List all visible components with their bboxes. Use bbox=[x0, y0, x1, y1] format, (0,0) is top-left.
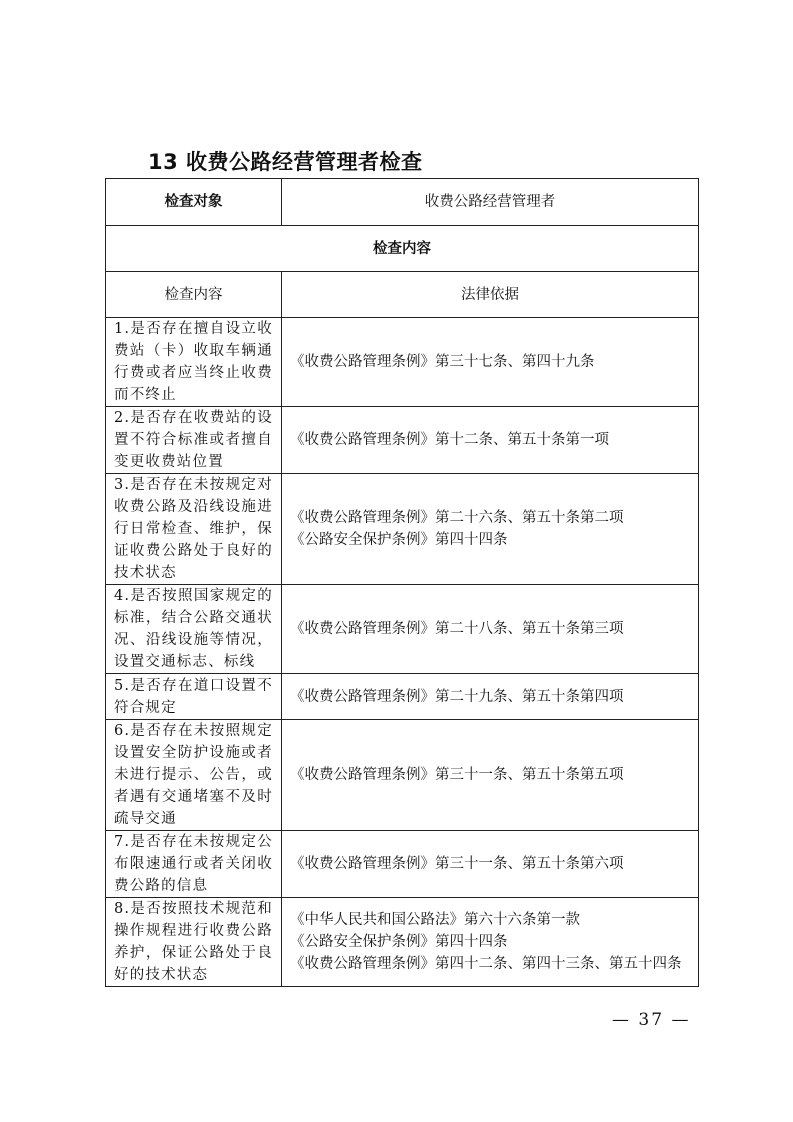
legal-basis bbox=[282, 318, 699, 407]
legal-basis-line: 《收费公路管理条例》第二十八条、第五十条第三项 bbox=[290, 621, 624, 637]
inspection-table bbox=[105, 178, 699, 987]
table-row bbox=[106, 407, 699, 474]
legal-basis bbox=[282, 898, 699, 987]
table-row bbox=[106, 720, 699, 831]
legal-basis bbox=[282, 407, 699, 474]
inspection-item: 1.是否存在擅自设立收费站（卡）收取车辆通行费或者应当终止收费而不终止 bbox=[106, 318, 282, 407]
inspection-item: 3.是否存在未按规定对收费公路及沿线设施进行日常检查、维护，保证收费公路处于良好的技术状态 bbox=[106, 474, 282, 585]
legal-basis-line: 《公路安全保护条例》第四十四条 bbox=[290, 934, 508, 950]
inspection-item: 2.是否存在收费站的设置不符合标准或者擅自变更收费站位置 bbox=[106, 407, 282, 474]
table-row bbox=[106, 318, 699, 407]
legal-basis bbox=[282, 674, 699, 720]
object-value: 收费公路经营管理者 bbox=[282, 179, 699, 226]
table-row bbox=[106, 831, 699, 898]
legal-basis-line: 《收费公路管理条例》第三十一条、第五十条第六项 bbox=[290, 856, 624, 872]
inspection-item: 8.是否按照技术规范和操作规程进行收费公路养护，保证公路处于良好的技术状态 bbox=[106, 898, 282, 987]
legal-basis-line: 《收费公路管理条例》第二十六条、第五十条第二项 bbox=[290, 510, 624, 526]
legal-basis-line: 《收费公路管理条例》第十二条、第五十条第一项 bbox=[290, 432, 609, 448]
inspection-item: 7.是否存在未按规定公布限速通行或者关闭收费公路的信息 bbox=[106, 831, 282, 898]
object-label: 检查对象 bbox=[106, 179, 282, 226]
legal-basis-line: 《收费公路管理条例》第二十九条、第五十条第四项 bbox=[290, 688, 624, 705]
legal-basis-line: 《收费公路管理条例》第四十二条、第四十三条、第五十四条 bbox=[290, 956, 682, 972]
column-header-content: 检查内容 bbox=[106, 272, 282, 318]
legal-basis-line: 《中华人民共和国公路法》第六十六条第一款 bbox=[290, 912, 580, 928]
table-row bbox=[106, 674, 699, 720]
inspection-item: 4.是否按照国家规定的标准，结合公路交通状况、沿线设施等情况，设置交通标志、标线 bbox=[106, 585, 282, 674]
legal-basis-line: 《收费公路管理条例》第三十七条、第四十九条 bbox=[290, 354, 595, 370]
inspection-item: 6.是否存在未按照规定设置安全防护设施或者未进行提示、公告，或者遇有交通堵塞不及时疏导交通 bbox=[106, 720, 282, 831]
table-row bbox=[106, 226, 699, 272]
content-section-header: 检查内容 bbox=[106, 226, 699, 272]
table-row bbox=[106, 474, 699, 585]
legal-basis bbox=[282, 585, 699, 674]
page-number: — 37 — bbox=[612, 1010, 691, 1030]
inspection-item: 5.是否存在道口设置不符合规定 bbox=[106, 674, 282, 720]
column-header-basis: 法律依据 bbox=[282, 272, 699, 318]
legal-basis-line: 《公路安全保护条例》第四十四条 bbox=[290, 532, 508, 548]
legal-basis bbox=[282, 474, 699, 585]
page-title: 13 收费公路经营管理者检查 bbox=[148, 150, 423, 174]
legal-basis-line: 《收费公路管理条例》第三十一条、第五十条第五项 bbox=[290, 767, 624, 783]
legal-basis bbox=[282, 831, 699, 898]
table-row bbox=[106, 898, 699, 987]
table-row bbox=[106, 585, 699, 674]
table-row bbox=[106, 272, 699, 318]
legal-basis bbox=[282, 720, 699, 831]
table-row bbox=[106, 179, 699, 226]
